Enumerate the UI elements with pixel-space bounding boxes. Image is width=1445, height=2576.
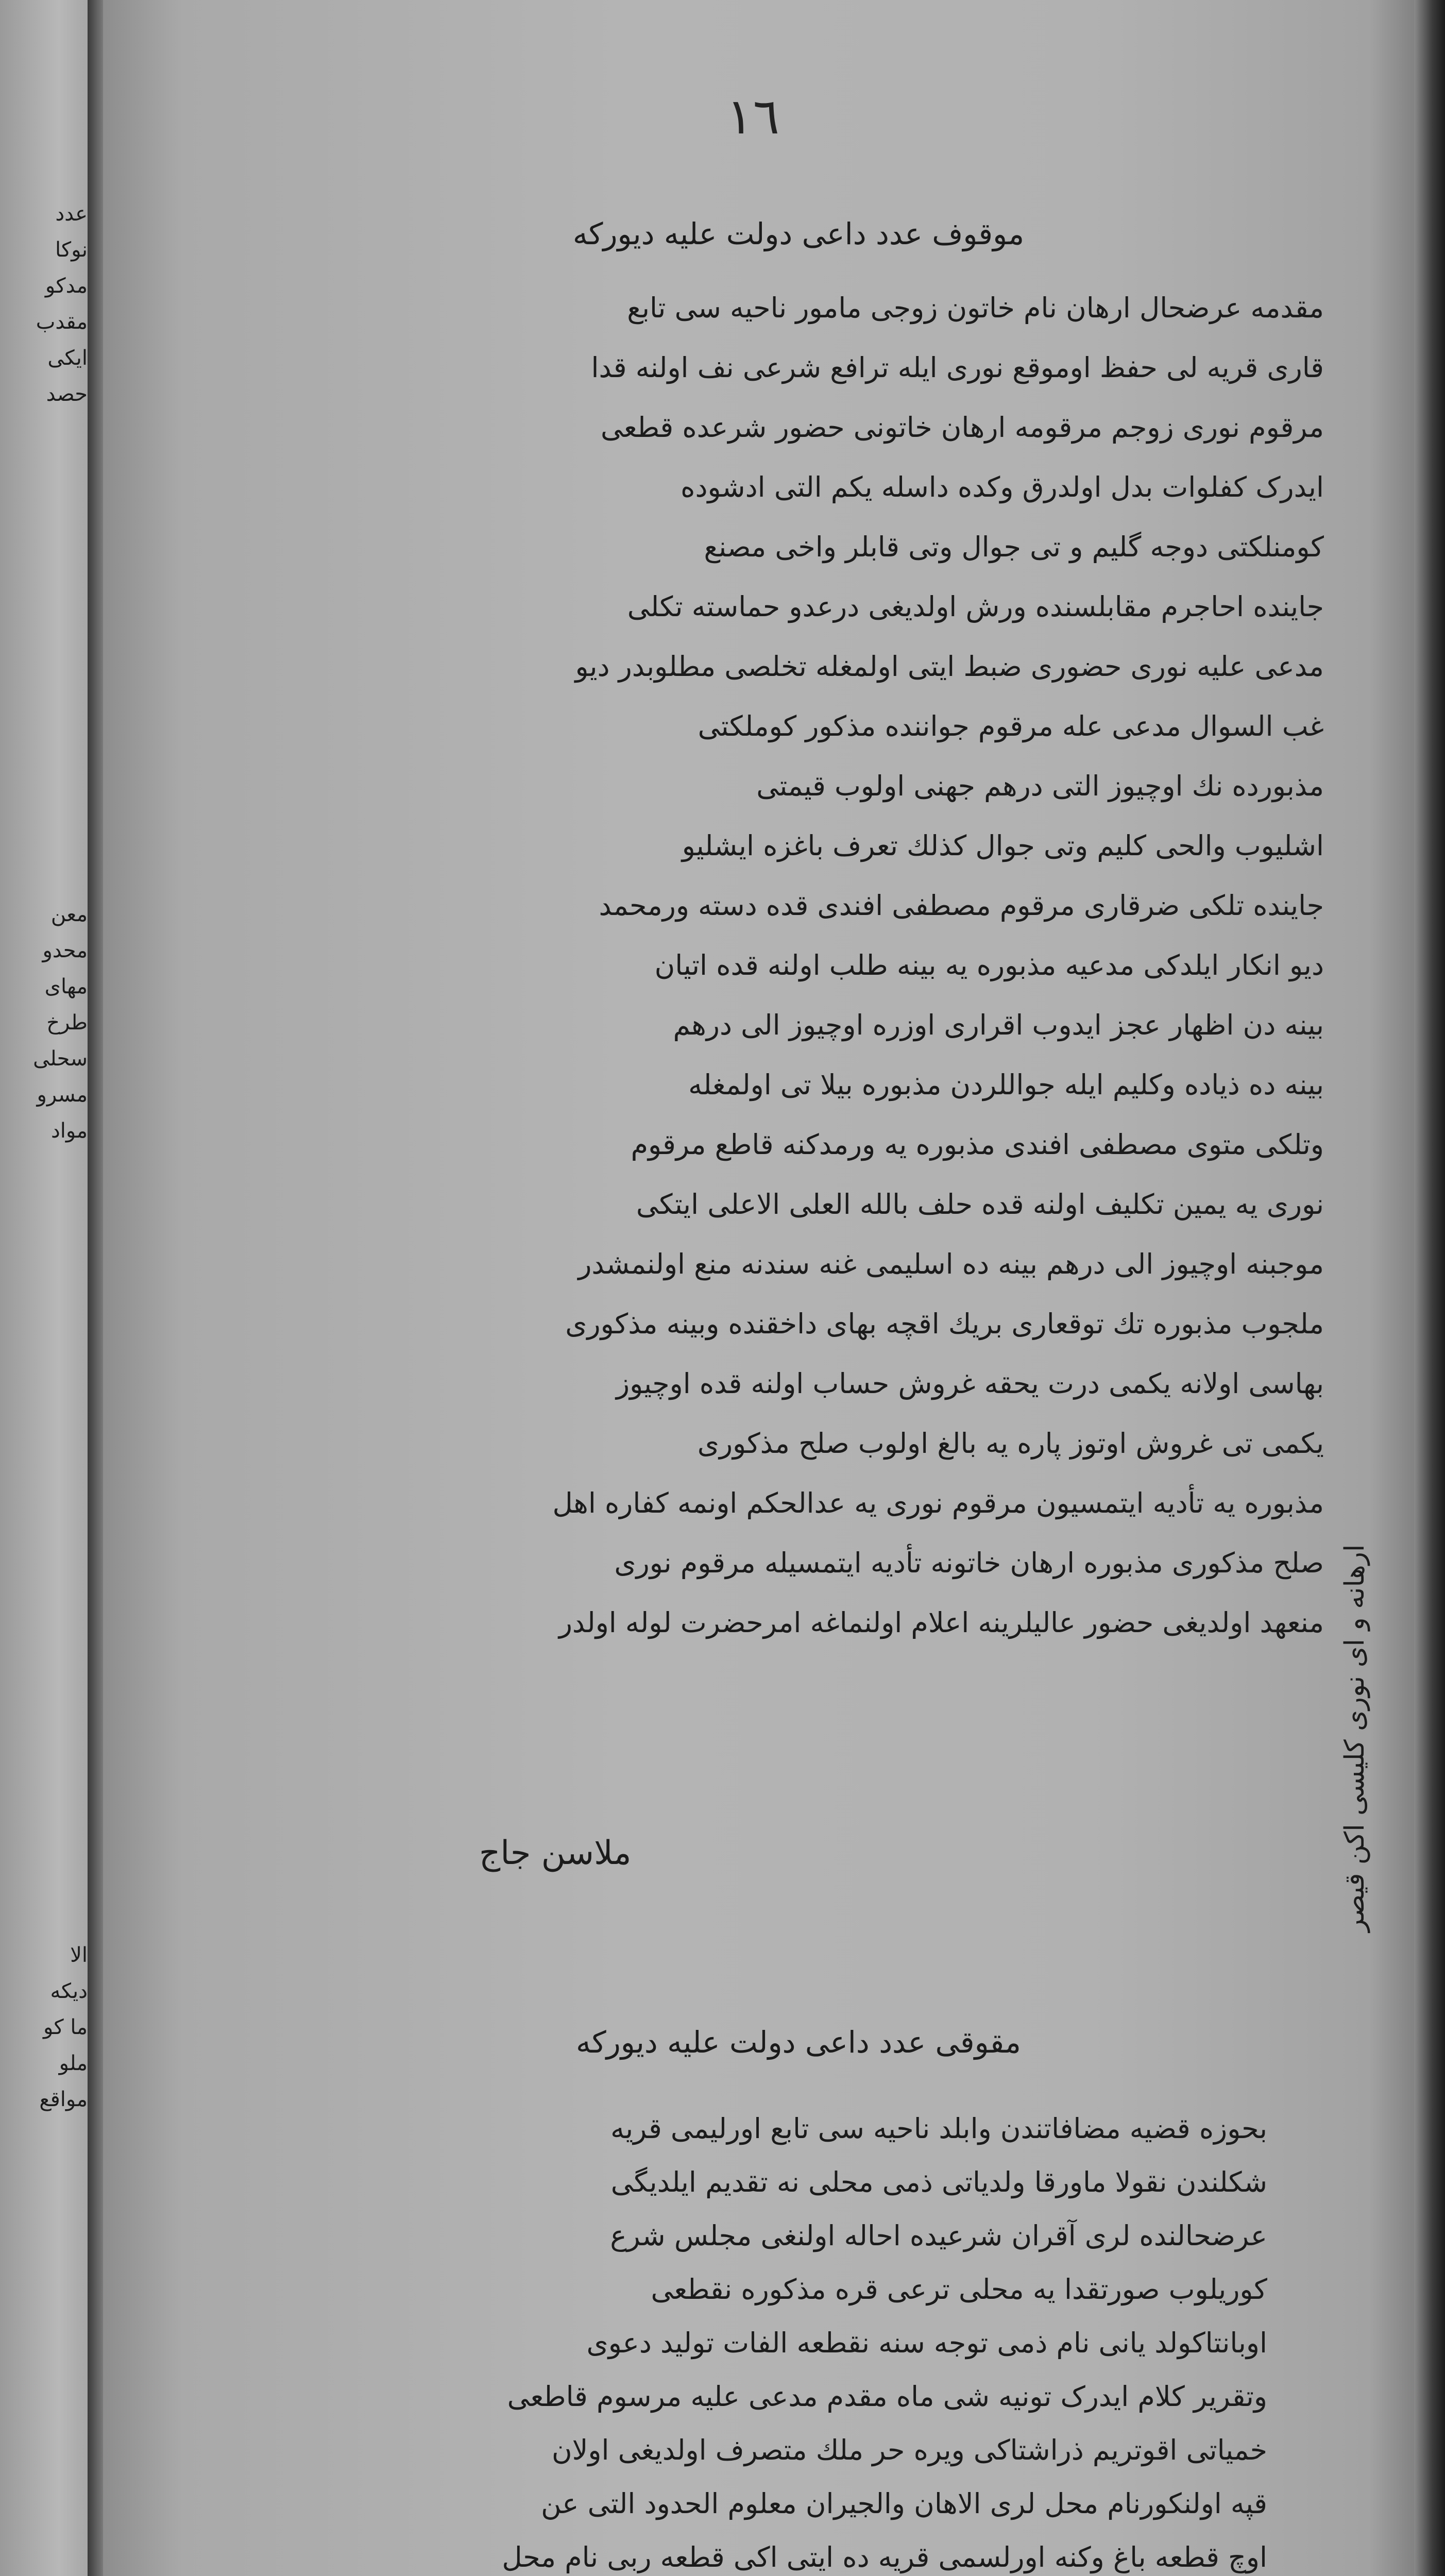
text-line: دیو انکار ایلدکی مدعیه مذبوره یه بینه طلب اولنه قده اتیان (654, 949, 1324, 981)
fragment-word: ما کو (43, 2015, 88, 2039)
text-line: بهاسی اولانه یکمی درت یحقه غروش حساب اولنه قده اوچیوز (616, 1367, 1324, 1400)
fragment-word: مدکو (45, 274, 88, 298)
text-line: منعهد اولدیغی حضور عالیلرینه اعلام اولنماغه امرحضرت لوله اولدر (558, 1606, 1324, 1639)
text-line: شکلندن نقولا ماورقا ولدیاتی ذمی محلی نه تقدیم ایلدیگی (610, 2166, 1267, 2198)
document-1-body (149, 278, 1324, 1653)
text-line: کوریلوب صورتقدا یه محلی ترعی قره مذکوره نقطعی (651, 2273, 1267, 2306)
text-line: مذبوره یه تأدیه ایتمسیون مرقوم نوری یه عدالحکم اونمه کفاره اهل (552, 1487, 1324, 1519)
fragment-word: الا (70, 1943, 88, 1967)
text-line: مذبورده نك اوچیوز التی درهم جهنی اولوب قیمتی (756, 770, 1324, 802)
left-page-fragment (5, 196, 88, 412)
text-line: قاری قریه لی حفظ اوموقع نوری ایله ترافع شرعی نف اولنه قدا (591, 351, 1324, 384)
text-line: مقدمه عرضحال ارهان نام خاتون زوجی مامور ناحیه سی تابع (627, 292, 1324, 324)
text-line: اشلیوب والحی کلیم وتی جوال کذلك تعرف باغزه ایشلیو (682, 829, 1324, 862)
text-line: جاینده احاجرم مقابلسنده ورش اولدیغی درعدو حماسته تکلی (627, 590, 1324, 623)
text-line: وتلکی متوی مصطفی افندی مذبوره یه ورمدکنه قاطع مرقوم (631, 1128, 1324, 1161)
text-line: مدعی علیه نوری حضوری ضبط ایتی اولمغله تخلصی مطلوبدر دیو (575, 650, 1324, 683)
text-line: قپه اولنکورنام محل لری الاهان والجیران معلوم الحدود التی عن (541, 2487, 1267, 2520)
text-line: ایدرک کفلوات بدل اولدرق وکده داسله یکم التی ادشوده (681, 471, 1324, 503)
text-line: بینه ده ذیاده وکلیم ایله جواللردن مذبوره بیلا تی اولمغله (688, 1069, 1324, 1101)
text-line: کومنلکتی دوجه گلیم و تی جوال وتی قابلر واخی مصنع (704, 531, 1324, 563)
text-line: بحوزه قضیه مضافاتندن وابلد ناحیه سی تابع اورلیمی قریه (610, 2112, 1267, 2145)
text-line: خمیاتی اقوتریم ذراشتاکی ویره حر ملك متصرف اولدیغی اولان (551, 2434, 1267, 2466)
fragment-word: معن (50, 903, 88, 926)
fragment-word: مسرو (37, 1083, 88, 1107)
text-line: جاینده تلکی ضرقاری مرقوم مصطفی افندی قده دسته ورمحمد (599, 889, 1324, 922)
text-line: بینه دن اظهار عجز ایدوب اقراری اوزره اوچیوز الی درهم (673, 1009, 1324, 1041)
fragment-word: مهای (44, 975, 88, 998)
text-line: موجبنه اوچیوز الی درهم بینه ده اسلیمی غنه سندنه منع اولنمشدر (578, 1248, 1324, 1280)
folio-number: ١٦ (726, 88, 780, 145)
document-1-signature: ملاسن جاج (479, 1834, 632, 1872)
fragment-word: عدد (55, 202, 88, 226)
fragment-word: نوکا (55, 238, 88, 262)
text-line: ملجوب مذبوره تك توقعاری بریك اقچه بهای داخقنده وبینه مذکوری (565, 1308, 1324, 1340)
fragment-word: مقدب (36, 310, 88, 334)
fragment-word: سحلی (33, 1047, 88, 1071)
fragment-word: طرخ (46, 1011, 88, 1035)
text-line: نوری یه یمین تکلیف اولنه قده حلف بالله العلی الاعلی ایتکی (636, 1188, 1324, 1221)
document-2-body (108, 2102, 1267, 2576)
margin-note (1339, 2452, 1370, 2576)
text-line: مرقوم نوری زوجم مرقومه ارهان خاتونی حضور شرعده قطعی (601, 411, 1324, 444)
fragment-word: ایکی (47, 346, 88, 370)
fragment-word: حصد (46, 382, 88, 406)
fragment-word: ملو (59, 2052, 88, 2075)
fragment-word: دیکه (50, 1979, 88, 2003)
text-line: صلح مذکوری مذبوره ارهان خاتونه تأدیه ایتمسیله مرقوم نوری (614, 1547, 1324, 1579)
fragment-word: مواد (50, 1119, 88, 1143)
page-right-edge (1414, 0, 1445, 2576)
text-line: غب السوال مدعی عله مرقوم جواننده مذکور کوملکتی (698, 710, 1324, 742)
document-2-heading: مقوقی عدد داعی دولت علیه دیورکه (576, 2025, 1021, 2060)
text-line: اوچ قطعه باغ وکنه اورلسمی قریه ده ایتی اکی قطعه ربی نام محل (502, 2541, 1267, 2573)
text-line: یکمی تی غروش اوتوز پاره یه بالغ اولوب صلح مذکوری (697, 1427, 1324, 1460)
left-page-fragment (5, 1937, 88, 2117)
text-line: عرضحالنده لری آقران شرعیده احاله اولنغی مجلس شرع (610, 2219, 1267, 2252)
left-page-fragment (5, 896, 88, 1149)
fragment-word: محدو (42, 939, 88, 962)
document-1-heading: موقوف عدد داعی دولت علیه دیورکه (572, 216, 1025, 251)
text-line: اوبانتاکولد یانی نام ذمی توجه سنه نقطعه الفات تولید دعوی (586, 2327, 1267, 2359)
fragment-word: مواقع (39, 2088, 88, 2111)
margin-note: ارهانه و ای نوری کلیسی اکن قیصر (1339, 1544, 1370, 1932)
text-line: وتقریر کلام ایدرک تونیه شی ماه مقدم مدعی علیه مرسوم قاطعی (507, 2380, 1267, 2413)
